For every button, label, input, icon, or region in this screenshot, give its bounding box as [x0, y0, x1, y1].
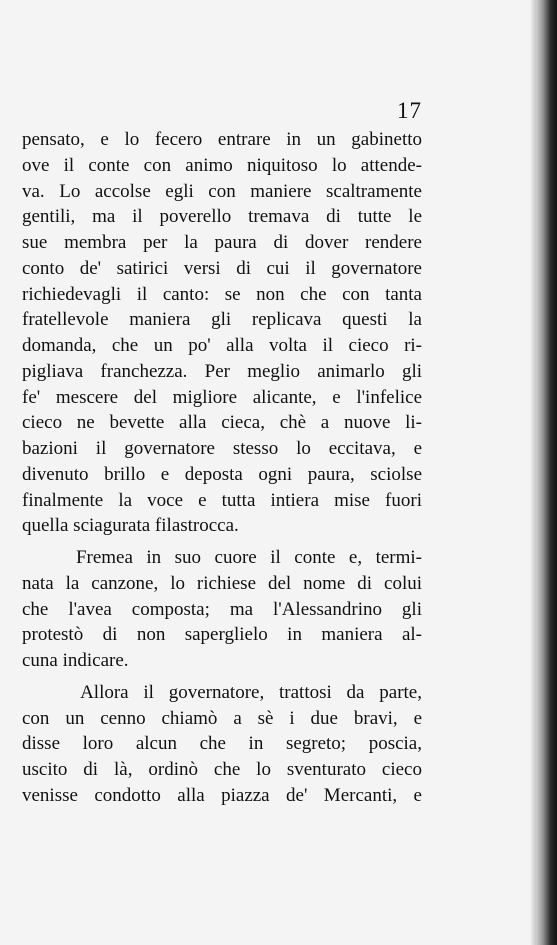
- text-line: protestò di non saperglielo in maniera al-: [22, 624, 422, 646]
- text-line: Allora il governatore, trattosi da parte,: [22, 681, 422, 703]
- text-line: ove il conte con animo niquitoso lo attende-: [22, 154, 422, 176]
- text-line: disse loro alcun che in segreto; poscia,: [22, 733, 422, 755]
- text-line: quella sciagurata filastrocca.: [22, 515, 239, 537]
- text-line: gentili, ma il poverello tremava di tutte le: [22, 206, 422, 228]
- body-text: [22, 127, 422, 809]
- text-line: che l'avea composta; ma l'Alessandrino gli: [22, 598, 422, 620]
- text-line: sue membra per la paura di dover rendere: [22, 232, 422, 253]
- text-line: pensato, e lo fecero entrare in un gabinetto: [22, 129, 422, 150]
- text-line: conto de' satirici versi di cui il governatore: [22, 257, 422, 279]
- text-line: pigliava franchezza. Per meglio animarlo gli: [22, 360, 422, 382]
- text-line: cieco ne bevette alla cieca, chè a nuove li-: [22, 412, 422, 434]
- text-line: va. Lo accolse egli con maniere scaltramente: [22, 180, 422, 202]
- text-line: finalmente la voce e tutta intiera mise fuori: [22, 489, 422, 511]
- text-line: bazioni il governatore stesso lo eccitava, e: [22, 438, 422, 459]
- text-line: nata la canzone, lo richiese del nome di colui: [22, 572, 422, 594]
- text-line: cuna indicare.: [22, 650, 129, 671]
- text-line: Fremea in suo cuore il conte e, termi-: [22, 547, 422, 568]
- paragraph-3: [22, 680, 422, 809]
- page-number: 17: [397, 98, 422, 123]
- paragraph-1: [22, 127, 422, 539]
- book-spine: [536, 0, 557, 945]
- text-line: richiedevagli il canto: se non che con tanta: [22, 283, 422, 305]
- text-line: venisse condotto alla piazza de' Mercanti, e: [22, 784, 422, 806]
- text-line: domanda, che un po' alla volta il cieco ri-: [22, 335, 422, 356]
- text-line: divenuto brillo e deposta ogni paura, sciolse: [22, 463, 422, 485]
- text-line: con un cenno chiamò a sè i due bravi, e: [22, 707, 422, 729]
- paragraph-2: [22, 545, 422, 674]
- text-line: fratellevole maniera gli replicava questi la: [22, 309, 422, 331]
- text-line: fe' mescere del migliore alicante, e l'infelice: [22, 386, 422, 408]
- text-line: uscito di là, ordinò che lo sventurato cieco: [22, 759, 422, 780]
